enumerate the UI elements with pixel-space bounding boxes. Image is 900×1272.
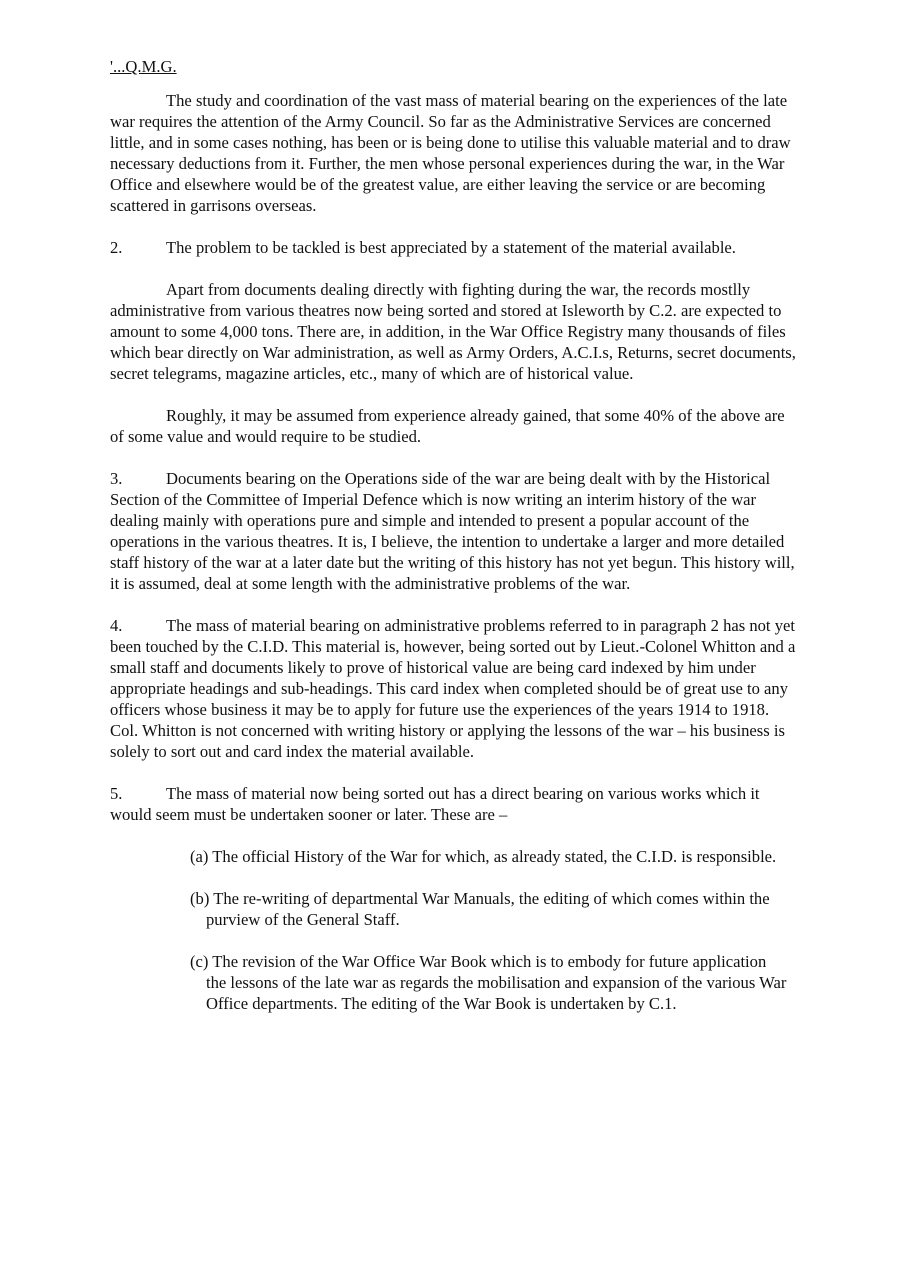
list-item: (c) The revision of the War Office War Book which is to embody for future application the lessons of the late war as regards the mobilisation and expansion of the various War Office departments. The editing of the War Book is undertaken by C.1. bbox=[190, 952, 787, 1013]
paragraph-2-number: 2. bbox=[110, 238, 123, 257]
paragraph-5-text: The mass of material now being sorted out has a direct bearing on various works which it would seem must be undertaken sooner or later. These are – bbox=[110, 784, 760, 824]
document-page bbox=[110, 56, 800, 1035]
document-heading: '...Q.M.G. bbox=[110, 57, 177, 76]
list-item: (b) The re-writing of departmental War Manuals, the editing of which comes within the purview of the General Staff. bbox=[190, 889, 770, 929]
paragraph-intro: The study and coordination of the vast mass of material bearing on the experiences of the late war requires the attention of the Army Council. So far as the Administrative Services are concerned little, and in some cases nothing, has been or is being done to utilise this valuable material and to draw necessary deductions from it. Further, the men whose personal experiences during the war, in the War Office and elsewhere would be of the greatest value, are either leaving the service or are becoming scattered in garrisons overseas. bbox=[110, 91, 791, 215]
paragraph-2 bbox=[110, 237, 800, 258]
works-list bbox=[190, 846, 790, 1014]
paragraph-4 bbox=[110, 615, 800, 762]
paragraph-2-text: The problem to be tackled is best appreciated by a statement of the material available. bbox=[166, 238, 736, 257]
paragraph-3-number: 3. bbox=[110, 469, 123, 488]
paragraph-5 bbox=[110, 783, 800, 825]
paragraph-2b: Roughly, it may be assumed from experience already gained, that some 40% of the above are of some value and would require to be studied. bbox=[110, 406, 785, 446]
paragraph-4-text: The mass of material bearing on administrative problems referred to in paragraph 2 has not yet been touched by the C.I.D. This material is, however, being sorted out by Lieut.-Colonel Whitton and a small staff and documents likely to prove of historical value are being card indexed by him under appropriate headings and sub-headings. This card index when completed should be of great use to any officers whose business it may be to apply for future use the experiences of the years 1914 to 1918. Col. Whitton is not concerned with writing history or applying the lessons of the war – his business is solely to sort out and card index the material available. bbox=[110, 616, 796, 761]
paragraph-4-number: 4. bbox=[110, 616, 123, 635]
paragraph-3-text: Documents bearing on the Operations side of the war are being dealt with by the Historical Section of the Committee of Imperial Defence which is now writing an interim history of the war dealing mainly with operations pure and simple and intended to present a popular account of the operations in the various theatres. It is, I believe, the intention to undertake a larger and more detailed staff history of the war at a later date but the writing of this history has not yet begun. This history will, it is assumed, deal at some length with the administrative problems of the war. bbox=[110, 469, 795, 593]
paragraph-5-number: 5. bbox=[110, 784, 123, 803]
paragraph-2a: Apart from documents dealing directly with fighting during the war, the records mostlly administrative from various theatres now being sorted and stored at Isleworth by C.2. are expected to amount to some 4,000 tons. There are, in addition, in the War Office Registry many thousands of files which bear directly on War administration, as well as Army Orders, A.C.I.s, Returns, secret documents, secret telegrams, magazine articles, etc., many of which are of historical value. bbox=[110, 280, 796, 383]
list-item: (a) The official History of the War for which, as already stated, the C.I.D. is responsible. bbox=[190, 847, 777, 866]
paragraph-3 bbox=[110, 468, 800, 594]
